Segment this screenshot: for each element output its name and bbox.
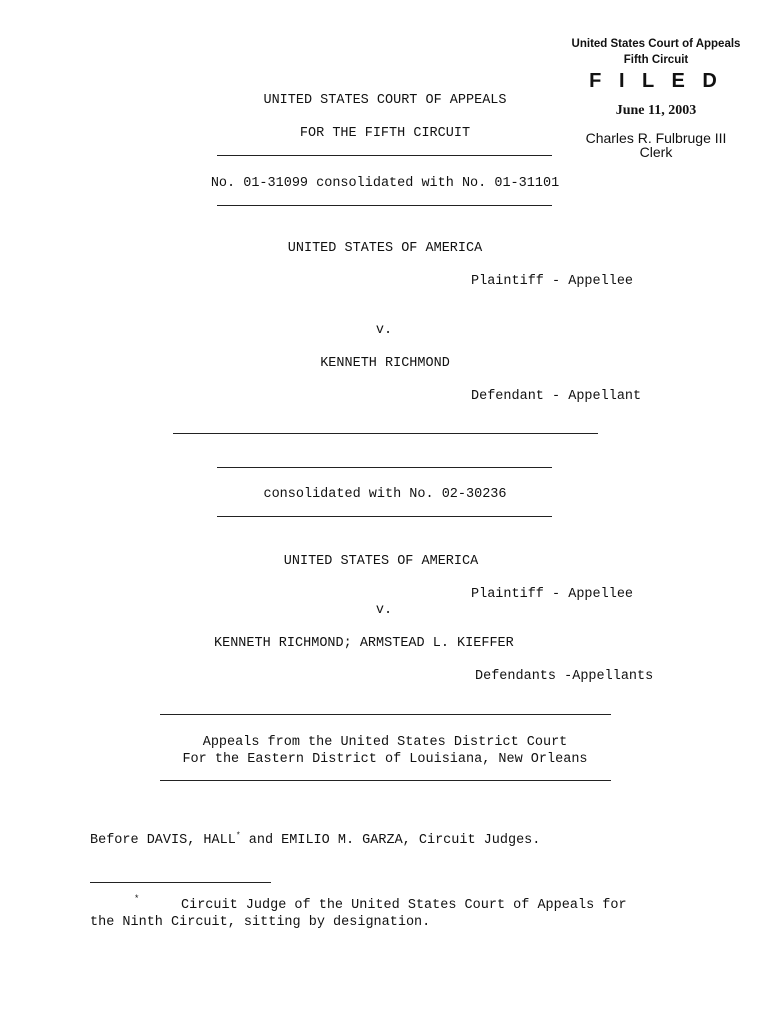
court-circuit: FOR THE FIFTH CIRCUIT	[299, 126, 471, 141]
appeal-origin-line1: Appeals from the United States District Court	[202, 735, 568, 750]
filed-stamp	[556, 36, 756, 159]
stamp-clerk-name: Charles R. Fulbruge III	[585, 130, 727, 146]
panel-judges-suffix: and EMILIO M. GARZA, Circuit Judges.	[240, 833, 541, 848]
appeal-origin-line2: For the Eastern District of Louisiana, New Orleans	[182, 752, 588, 767]
stamp-circuit: Fifth Circuit	[623, 54, 689, 66]
case-number: No. 01-31099 consolidated with No. 01-31101	[210, 176, 560, 191]
footnote-marker: *	[134, 894, 140, 904]
plaintiff-name: UNITED STATES OF AMERICA	[287, 241, 483, 256]
panel-judges	[90, 833, 540, 848]
stamp-clerk-title: Clerk	[639, 144, 673, 160]
footnote-line2: the Ninth Circuit, sitting by designation.	[90, 915, 431, 930]
defendants-role: Defendants -Appellants	[475, 669, 654, 684]
footnote-separator	[90, 882, 271, 883]
divider	[173, 433, 598, 434]
plaintiff-name: UNITED STATES OF AMERICA	[283, 554, 479, 569]
plaintiff-role: Plaintiff - Appellee	[471, 587, 634, 602]
defendants-names: KENNETH RICHMOND; ARMSTEAD L. KIEFFER	[214, 636, 514, 651]
stamp-court-name: United States Court of Appeals	[571, 38, 741, 50]
divider	[160, 780, 611, 781]
footnote-reference: *	[235, 831, 241, 841]
stamp-filed-date: June 11, 2003	[615, 103, 697, 118]
versus: v.	[375, 323, 393, 338]
defendant-role: Defendant - Appellant	[471, 389, 642, 404]
divider	[160, 714, 611, 715]
court-name: UNITED STATES COURT OF APPEALS	[263, 93, 507, 108]
footnote-line1: Circuit Judge of the United States Court of Appeals for	[181, 898, 627, 913]
divider	[217, 155, 552, 156]
divider	[217, 467, 552, 468]
stamp-filed-label: F I L E D	[589, 70, 723, 92]
panel-judges-prefix: Before DAVIS, HALL	[90, 833, 236, 848]
plaintiff-role: Plaintiff - Appellee	[471, 274, 634, 289]
consolidated-case-number: consolidated with No. 02-30236	[263, 487, 507, 502]
versus: v.	[375, 603, 393, 618]
divider	[217, 516, 552, 517]
defendant-name: KENNETH RICHMOND	[320, 356, 450, 371]
divider	[217, 205, 552, 206]
